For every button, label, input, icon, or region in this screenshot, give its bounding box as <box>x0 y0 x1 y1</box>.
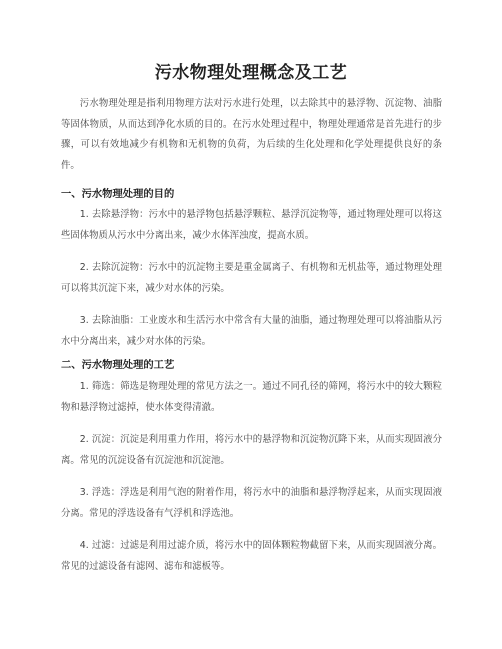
purpose-item-3: 3. 去除油脂：工业废水和生活污水中常含有大量的油脂，通过物理处理可以将油脂从污水中分离出来，减少对水体的污染。 <box>61 315 442 347</box>
process-item-1: 1. 筛选：筛选是物理处理的常见方法之一。通过不同孔径的筛网，将污水中的较大颗粒物和悬浮物过滤掉，使水体变得清澈。 <box>61 381 442 413</box>
section-heading-purpose: 一、污水物理处理的目的 <box>61 188 175 200</box>
intro-paragraph: 污水物理处理是指利用物理方法对污水进行处理，以去除其中的悬浮物、沉淀物、油脂等固体物质，从而达到净化水质的目的。在污水处理过程中，物理处理通常是首先进行的步骤，可以有效地减少有机物和无机物的负荷，为后续的生化处理和化学处理提供良好的条件。 <box>61 98 442 171</box>
purpose-item-1: 1. 去除悬浮物：污水中的悬浮物包括悬浮颗粒、悬浮沉淀物等，通过物理处理可以将这些固体物质从污水中分离出来，减少水体浑浊度，提高水质。 <box>61 209 442 241</box>
process-item-4: 4. 过滤：过滤是利用过滤介质，将污水中的固体颗粒物截留下来，从而实现固液分离。常见的过滤设备有滤网、滤布和滤板等。 <box>61 540 442 572</box>
document-title: 污水物理处理概念及工艺 <box>154 63 348 83</box>
purpose-item-2: 2. 去除沉淀物：污水中的沉淀物主要是重金属离子、有机物和无机盐等，通过物理处理可以将其沉淀下来，减少对水体的污染。 <box>61 262 442 294</box>
process-item-3: 3. 浮选：浮选是利用气泡的附着作用，将污水中的油脂和悬浮物浮起来，从而实现固液分离。常见的浮选设备有气浮机和浮选池。 <box>61 487 442 519</box>
section-heading-process: 二、污水物理处理的工艺 <box>61 359 175 371</box>
process-item-2: 2. 沉淀：沉淀是利用重力作用，将污水中的悬浮物和沉淀物沉降下来，从而实现固液分离。常见的沉淀设备有沉淀池和沉淀池。 <box>61 434 442 466</box>
